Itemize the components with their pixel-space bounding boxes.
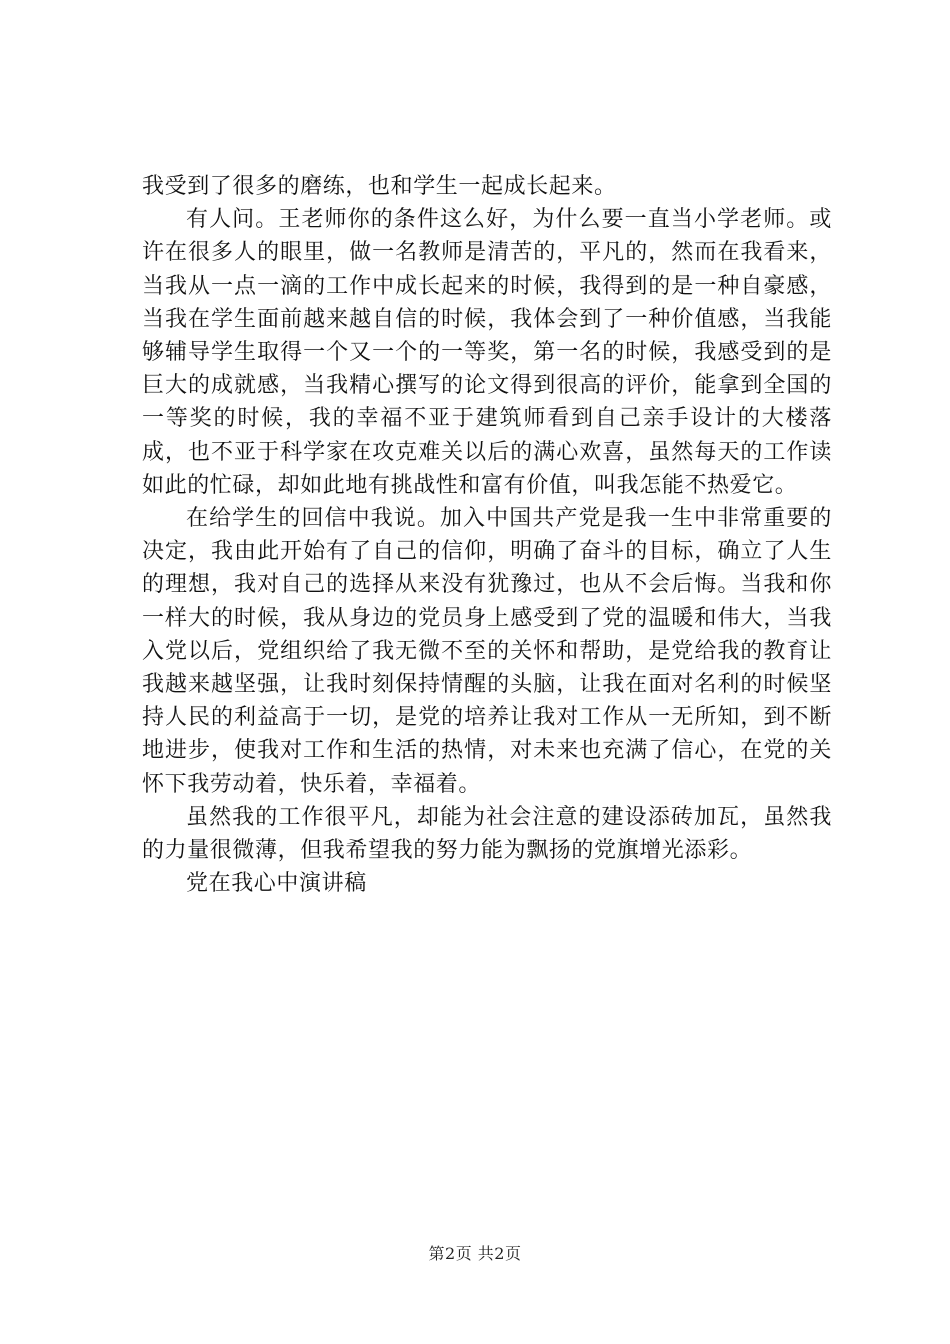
page-footer (0, 1243, 950, 1265)
paragraph-3: 在给学生的回信中我说。加入中国共产党是我一生中非常重要的决定，我由此开始有了自己的信仰，明确了奋斗的目标，确立了人生的理想，我对自己的选择从来没有犹豫过，也从不会后悔。当我和你一样大的时候，我从身边的党员身上感受到了党的温暖和伟大，当我入党以后，党组织给了我无微不至的关怀和帮助，是党给我的教育让我越来越坚强，让我时刻保持情醒的头脑，让我在面对名利的时候坚持人民的利益高于一切，是党的培养让我对工作从一无所知，到不断地进步，使我对工作和生活的热情，对未来也充满了信心，在党的关怀下我劳动着，快乐着，幸福着。 (142, 506, 832, 797)
document-body (142, 170, 832, 900)
paragraph-4: 虽然我的工作很平凡，却能为社会注意的建设添砖加瓦，虽然我的力量很微薄，但我希望我的努力能为飘扬的党旗增光添彩。 (142, 804, 832, 864)
paragraph-1: 我受到了很多的磨练，也和学生一起成长起来。 (142, 174, 617, 199)
document-title-line: 党在我心中演讲稿 (186, 871, 367, 897)
page-number-label: 第2页 共2页 (428, 1244, 522, 1263)
paragraph-2: 有人问。王老师你的条件这么好，为什么要一直当小学老师。或许在很多人的眼里，做一名教师是清苦的，平凡的，然而在我看来，当我从一点一滴的工作中成长起来的时候，我得到的是一种自豪感，当我在学生面前越来越自信的时候，我体会到了一种价值感，当我能够辅导学生取得一个又一个的一等奖，第一名的时候，我感受到的是巨大的成就感，当我精心撰写的论文得到很高的评价，能拿到全国的一等奖的时候，我的幸福不亚于建筑师看到自己亲手设计的大楼落成，也不亚于科学家在攻克难关以后的满心欢喜，虽然每天的工作读如此的忙碌，却如此地有挑战性和富有价值，叫我怎能不热爱它。 (142, 207, 832, 498)
